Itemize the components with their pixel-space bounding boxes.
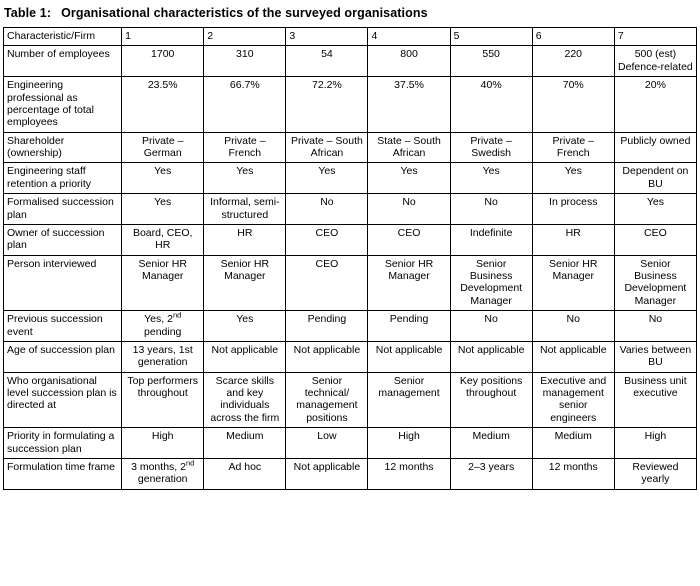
table-cell: 54 [286, 46, 368, 77]
table-cell: Yes [204, 311, 286, 342]
column-header-firm-4: 4 [368, 28, 450, 46]
table-cell: 550 [450, 46, 532, 77]
table-cell: CEO [286, 255, 368, 311]
table-cell: Top performers throughout [122, 372, 204, 428]
row-header: Engineering staff retention a priority [4, 163, 122, 194]
table-row [4, 311, 697, 342]
table-caption [0, 0, 700, 27]
table-row [4, 372, 697, 428]
table-cell: 70% [532, 77, 614, 133]
column-header-firm-7: 7 [614, 28, 696, 46]
table-cell: Yes [532, 163, 614, 194]
table-cell: No [532, 311, 614, 342]
table-cell: 3 months, 2nd generation [122, 458, 204, 489]
table-cell: 23.5% [122, 77, 204, 133]
table-cell: Business unit executive [614, 372, 696, 428]
table-cell: CEO [368, 224, 450, 255]
table-cell: Senior HR Manager [368, 255, 450, 311]
table-header-row [4, 28, 697, 46]
row-header: Formalised succession plan [4, 194, 122, 225]
table-cell: In process [532, 194, 614, 225]
table-cell: Medium [450, 428, 532, 459]
table-cell: Senior technical/ management positions [286, 372, 368, 428]
table-cell: Informal, semi-structured [204, 194, 286, 225]
table-cell: 310 [204, 46, 286, 77]
row-header: Person interviewed [4, 255, 122, 311]
table-cell: Not applicable [532, 341, 614, 372]
table-cell: Yes [204, 163, 286, 194]
table-row [4, 224, 697, 255]
table-cell: Medium [532, 428, 614, 459]
table-cell: 500 (est) Defence-related [614, 46, 696, 77]
row-header: Previous succession event [4, 311, 122, 342]
table-row [4, 132, 697, 163]
table-cell: Senior HR Manager [204, 255, 286, 311]
column-header-firm-5: 5 [450, 28, 532, 46]
table-row [4, 341, 697, 372]
table-cell: Private – Swedish [450, 132, 532, 163]
table-cell: 40% [450, 77, 532, 133]
table-cell: Not applicable [450, 341, 532, 372]
table-cell: Yes [368, 163, 450, 194]
table-cell: Low [286, 428, 368, 459]
row-header: Who organisational level succession plan is directed at [4, 372, 122, 428]
column-header-firm-3: 3 [286, 28, 368, 46]
table-cell: Senior management [368, 372, 450, 428]
table-cell: Yes [286, 163, 368, 194]
table-cell: 72.2% [286, 77, 368, 133]
table-cell: Not applicable [368, 341, 450, 372]
table-cell: 12 months [368, 458, 450, 489]
column-header-firm-1: 1 [122, 28, 204, 46]
table-cell: Key positions throughout [450, 372, 532, 428]
row-header: Shareholder (ownership) [4, 132, 122, 163]
column-header-firm-2: 2 [204, 28, 286, 46]
table-cell: High [122, 428, 204, 459]
table-cell: CEO [286, 224, 368, 255]
table-cell: No [286, 194, 368, 225]
table-cell: Private – South African [286, 132, 368, 163]
table-cell: HR [532, 224, 614, 255]
table-cell: Board, CEO, HR [122, 224, 204, 255]
table-cell: Private – French [532, 132, 614, 163]
column-header-characteristic: Characteristic/Firm [4, 28, 122, 46]
table-cell: CEO [614, 224, 696, 255]
table-cell: No [450, 311, 532, 342]
table-cell: HR [204, 224, 286, 255]
table-cell: Scarce skills and key individuals across the firm [204, 372, 286, 428]
table-row [4, 194, 697, 225]
table-cell: No [368, 194, 450, 225]
table-body [4, 28, 697, 490]
table-cell: Senior Business Development Manager [614, 255, 696, 311]
row-header: Engineering professional as percentage of total employees [4, 77, 122, 133]
table-cell: Senior HR Manager [122, 255, 204, 311]
table-cell: Private – German [122, 132, 204, 163]
table-caption-label: Table 1: [4, 6, 52, 20]
organisational-characteristics-table [3, 27, 697, 490]
table-cell: Executive and management senior engineers [532, 372, 614, 428]
table-cell: Pending [368, 311, 450, 342]
table-cell: 2–3 years [450, 458, 532, 489]
table-cell: Publicly owned [614, 132, 696, 163]
table-cell: Dependent on BU [614, 163, 696, 194]
table-cell: 220 [532, 46, 614, 77]
table-cell: Not applicable [204, 341, 286, 372]
table-cell: Ad hoc [204, 458, 286, 489]
table-row [4, 255, 697, 311]
table-caption-text: Organisational characteristics of the surveyed organisations [61, 6, 428, 20]
row-header: Priority in formulating a succession plan [4, 428, 122, 459]
table-cell: 800 [368, 46, 450, 77]
table-cell: Senior HR Manager [532, 255, 614, 311]
table-cell: High [614, 428, 696, 459]
table-cell: Pending [286, 311, 368, 342]
table-cell: Indefinite [450, 224, 532, 255]
row-header: Number of employees [4, 46, 122, 77]
table-cell: 20% [614, 77, 696, 133]
table-row [4, 458, 697, 489]
table-cell: Yes [450, 163, 532, 194]
table-cell: 1700 [122, 46, 204, 77]
column-header-firm-6: 6 [532, 28, 614, 46]
table-cell: Varies between BU [614, 341, 696, 372]
table-cell: Yes [122, 194, 204, 225]
table-row [4, 77, 697, 133]
row-header: Age of succession plan [4, 341, 122, 372]
table-cell: No [450, 194, 532, 225]
table-cell: Not applicable [286, 458, 368, 489]
table-cell: 12 months [532, 458, 614, 489]
table-cell: Yes [122, 163, 204, 194]
row-header: Formulation time frame [4, 458, 122, 489]
table-cell: Reviewed yearly [614, 458, 696, 489]
table-cell: Yes [614, 194, 696, 225]
table-cell: Yes, 2nd pending [122, 311, 204, 342]
table-row [4, 163, 697, 194]
table-cell: 13 years, 1st generation [122, 341, 204, 372]
table-cell: State – South African [368, 132, 450, 163]
table-cell: 66.7% [204, 77, 286, 133]
table-cell: Private – French [204, 132, 286, 163]
table-cell: Not applicable [286, 341, 368, 372]
table-cell: No [614, 311, 696, 342]
table-cell: Senior Business Development Manager [450, 255, 532, 311]
row-header: Owner of succession plan [4, 224, 122, 255]
table-row [4, 46, 697, 77]
table-row [4, 428, 697, 459]
table-cell: Medium [204, 428, 286, 459]
table-cell: High [368, 428, 450, 459]
table-cell: 37.5% [368, 77, 450, 133]
